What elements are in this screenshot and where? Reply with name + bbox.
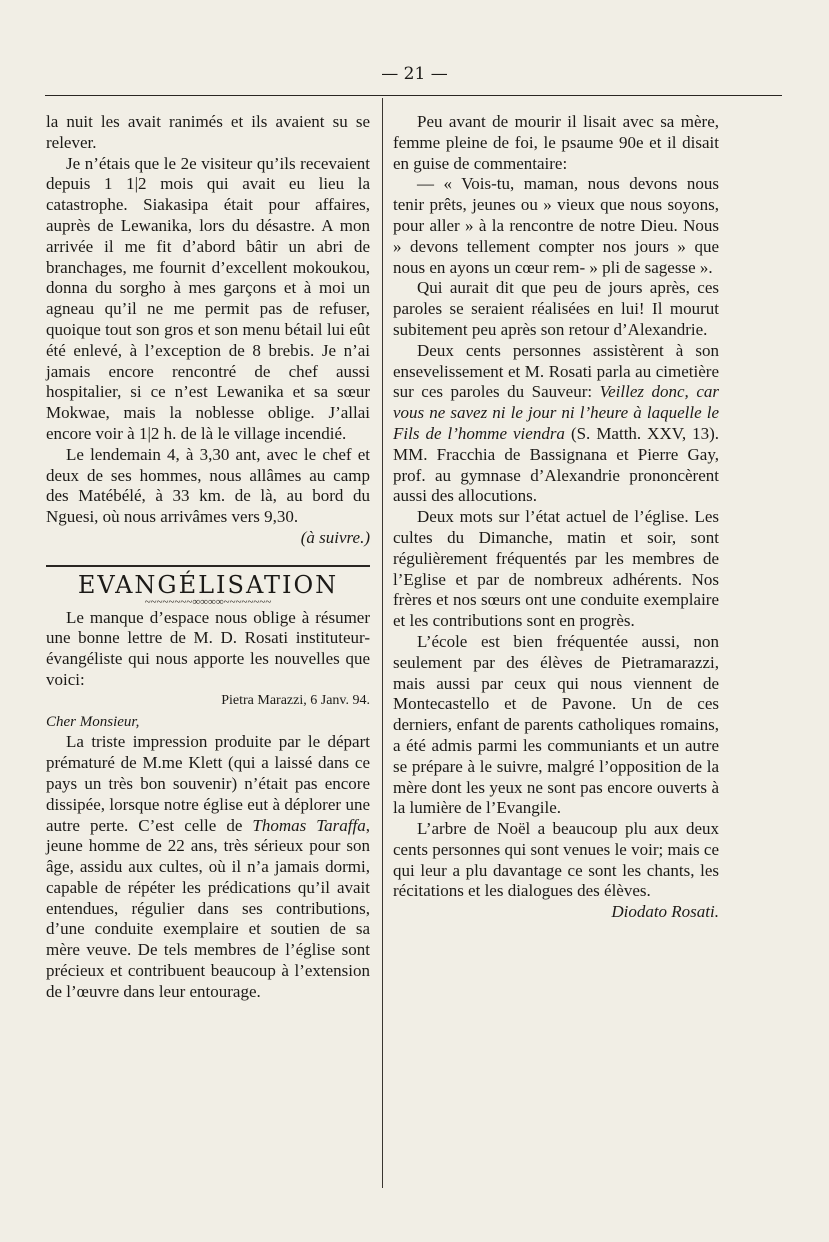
header-rule xyxy=(45,95,782,96)
burial-text-a: Deux cents personnes assistèrent à son ensevelissement et M. Rosati parla au cimetière sur ces paroles du Sauveur: xyxy=(393,340,719,402)
page-number: — 21 — xyxy=(381,64,448,84)
person-name: Thomas Taraffa xyxy=(252,815,366,835)
right-column xyxy=(393,112,719,923)
paragraph-church: Deux mots sur l’état actuel de l’église. Les cultes du Dimanche, matin et soir, sont régulièrement fréquentés par les membres de l’Eglise et par de nombreux adhérents. Nos frères et nos sœurs ont une conduite exemplaire et les contributions sont en progrès. xyxy=(393,507,719,631)
column-divider xyxy=(382,98,383,1188)
letter-place-date: Pietra Marazzi, 6 Janv. 94. xyxy=(221,692,370,708)
ornament-flourish: ~~~~~~~~∞∞∞∞~~~~~~~~ xyxy=(144,595,272,608)
paragraph-visit: Je n’étais que le 2e visiteur qu’ils recevaient depuis 1 1|2 mois qui avait eu lieu la catastrophe. Siakasipa était pour affaires, auprès de Lewanika, lors du désastre. A mon arrivée il me fit d’abord bâtir un abri de branchages, me fournit d’excellent mokoukou, donna du sorgho à mes garçons et à moi un agneau qu’il ne me permit pas de refuser, quoique tout son gros et son menu bétail lui eût été enlevé, à l’exception de 8 brebis. Je n’ai jamais encore rencontré de chef aussi hospitalier, si ce n’est Lewanika et sa sœur Mokwae, mais la noblesse oblige. J’allai encore voir à 1|2 h. de là le village incendié. xyxy=(46,153,370,443)
paragraph-school: L’école est bien fréquentée aussi, non seulement par des élèves de Pietramarazzi, mais aussi par ceux qui nous viennent de Montecastello et de Pavone. Un de ces derniers, enfant de parents catholiques romains, a été admis parmi les communiants et un autre se prépare à le suivre, malgré l’opposition de la mère dont les yeux ne sont pas encore ouverts à la lumière de l’Evangile. xyxy=(393,631,719,818)
section-title: EVANGÉLISATION xyxy=(77,570,339,599)
left-column xyxy=(46,112,370,1003)
signature: Diodato Rosati. xyxy=(611,902,719,922)
scripture-quote: Veillez donc, car vous ne savez ni le jour ni l’heure à laquelle le Fils de l’homme viendra xyxy=(393,382,719,443)
letter-paragraph-1 xyxy=(46,732,370,1002)
letter-salutation: Cher Monsieur, xyxy=(46,713,140,730)
paragraph-next-day: Le lendemain 4, à 3,30 ant, avec le chef et deux de ses hommes, nous allâmes au camp des Matébélé, à 33 km. de là, au bord du Nguesi, où nous arrivâmes vers 9,30. xyxy=(46,444,370,527)
burial-text-b: (S. Matth. XXV, 13). MM. Fracchia de Bassignana et Pierre Gay, prof. au gymnase d’Alexandrie prononcèrent aussi des allocutions. xyxy=(393,423,719,506)
paragraph-christmas: L’arbre de Noël a beaucoup plu aux deux cents personnes qui sont venues le voir; mais ce qui leur a plu davantage ce sont les chants, les récitations et les dialogues des élèves. xyxy=(393,819,719,901)
section-rule xyxy=(46,565,370,567)
letter-text-a: La triste impression produite par le départ prématuré de M.me Klett (qui a laissé dans ce pays un très bon souvenir) n’était pas encore dissipée, lorsque notre église eut à déplorer une autre perte. C’est celle de xyxy=(46,732,370,835)
section-intro: Le manque d’espace nous oblige à résumer une bonne lettre de M. D. Rosati instituteur-évangéliste qui nous apporte les nouvelles que voici: xyxy=(46,607,370,689)
letter-text-b: , jeune homme de 22 ans, très sérieux pour son âge, assidu aux cultes, où il n’a jamais dormi, capable de répéter les prédications qu’il avait entendues, régulier dans ses contributions, d’une conduite exemplaire et soutien de sa mère veuve. De tels membres de l’église sont précieux et contribuent beaucoup à l’extension de l’œuvre dans leur entourage. xyxy=(46,815,370,1001)
paragraph-continuation: la nuit les avait ranimés et ils avaient su se relever. xyxy=(46,112,370,152)
paragraph-burial xyxy=(393,341,719,507)
paragraph-psalm: Peu avant de mourir il lisait avec sa mère, femme pleine de foi, le psaume 90e et il disait en guise de commentaire: xyxy=(393,112,719,173)
paragraph-quote: — « Vois-tu, maman, nous devons nous tenir prêts, jeunes ou » vieux que nous soyons, pour aller » à la rencontre de notre Dieu. Nous » devons tellement compter nos jours » que nous en ayons un cœur rem- » pli de sagesse ». xyxy=(393,174,719,277)
paragraph-death: Qui aurait dit que peu de jours après, ces paroles se seraient réalisées en lui! Il mourut subitement peu après son retour d’Alexandrie. xyxy=(393,278,719,339)
to-be-continued: (à suivre.) xyxy=(300,527,370,547)
